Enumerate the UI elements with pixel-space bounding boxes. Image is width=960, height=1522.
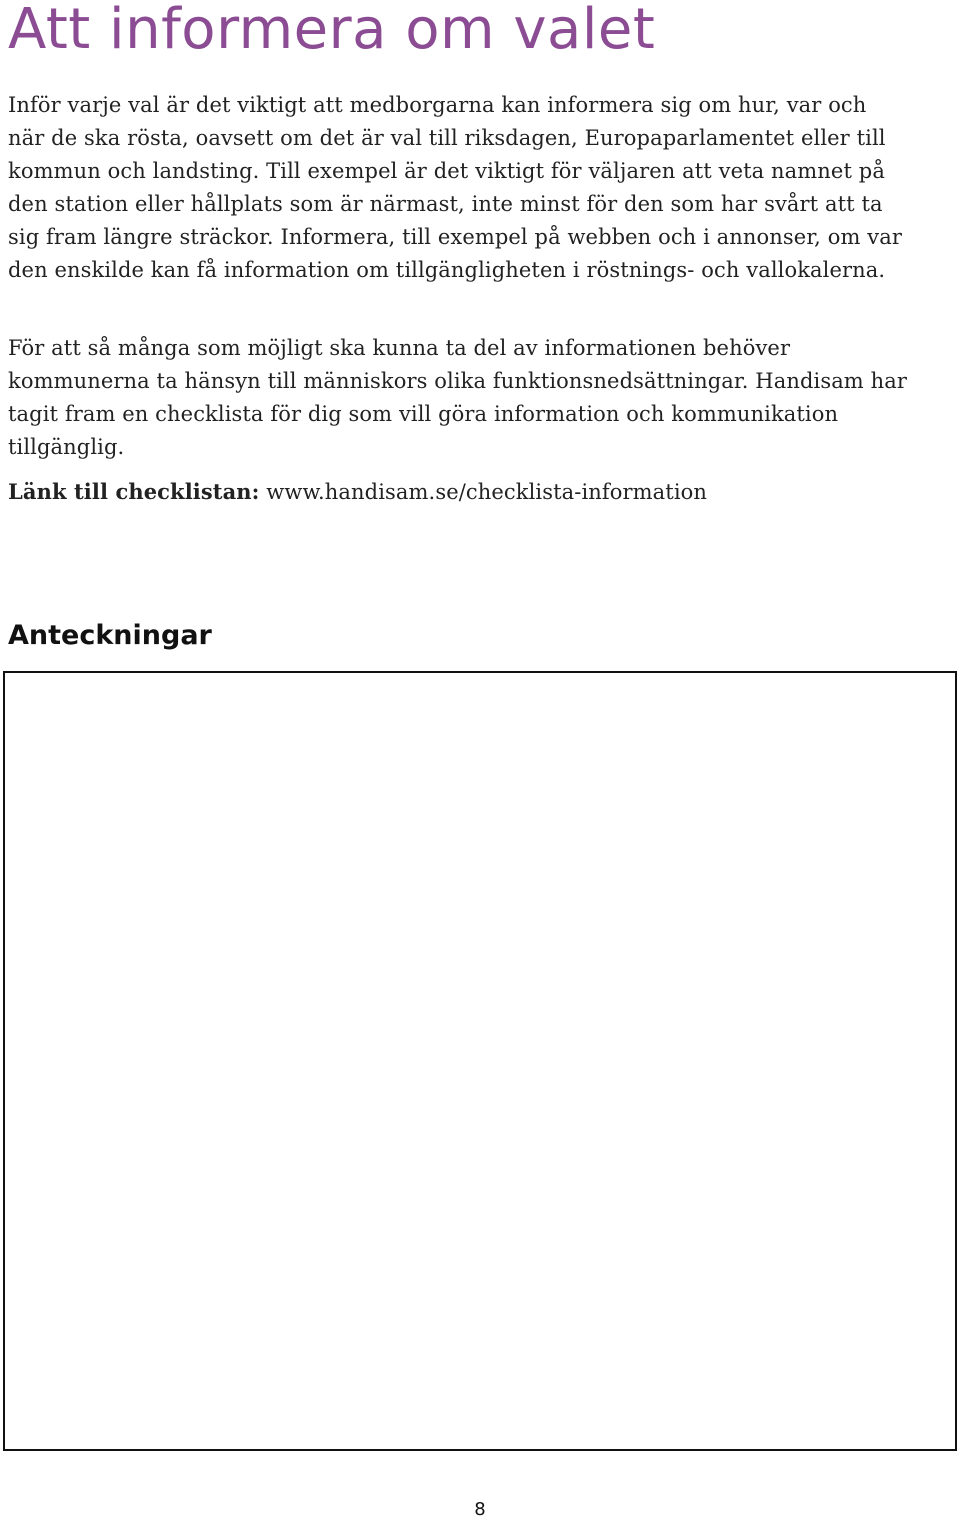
accessibility-paragraph: För att så många som möjligt ska kunna ta del av informationen behöver kommunerna ta hänsyn till människors olika funktionsnedsättningar. Handisam har tagit fram en checklista för dig som vill göra information och kommunikation tillgänglig. [8, 336, 907, 459]
checklist-link-url[interactable]: www.handisam.se/checklista-information [266, 480, 708, 504]
checklist-link-label: Länk till checklistan: [8, 479, 260, 504]
page-number: 8 [474, 1499, 486, 1520]
notes-box [3, 671, 957, 1451]
notes-heading: Anteckningar [8, 620, 212, 651]
intro-paragraph: Inför varje val är det viktigt att medborgarna kan informera sig om hur, var och när de ska rösta, oavsett om det är val till riksdagen, Europaparlamentet eller till kommun och landsting. Till exempel är det viktigt för väljaren att veta namnet på den station eller hållplats som är närmast, inte minst för den som har svårt att ta sig fram längre sträckor. Informera, till exempel på webben och i annonser, om var den enskilde kan få information om tillgängligheten i röstnings- och vallokalerna. [8, 93, 902, 282]
page-title: Att informera om valet [8, 0, 656, 62]
checklist-link-line [8, 475, 908, 509]
